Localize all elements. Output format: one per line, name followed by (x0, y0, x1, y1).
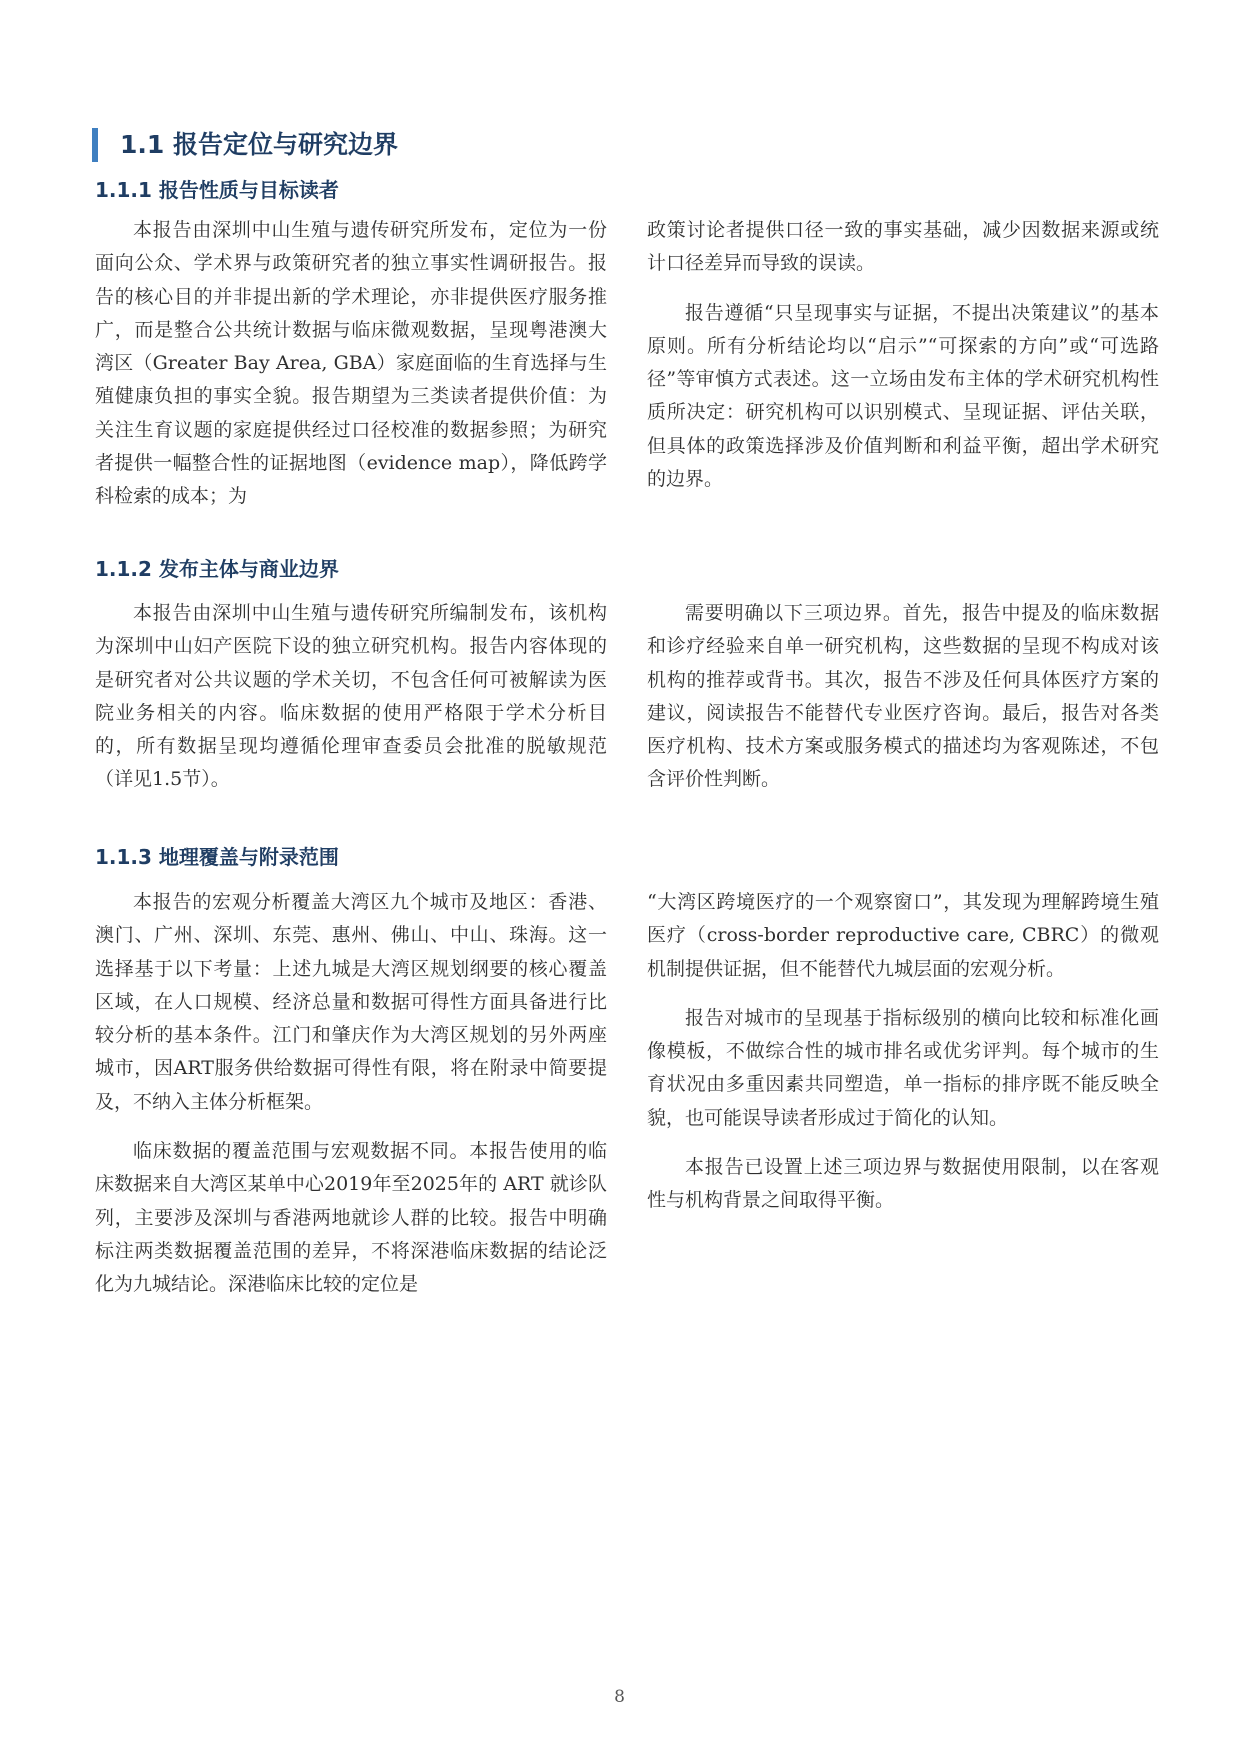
s1-left-column (95, 214, 607, 530)
s2-left-column (95, 597, 607, 813)
subsection-heading-1-1-1: 1.1.1 报告性质与目标读者 (95, 178, 339, 202)
subsection-heading-1-1-3: 1.1.3 地理覆盖与附录范围 (95, 845, 339, 869)
subsection-heading-1-1-2: 1.1.2 发布主体与商业边界 (95, 557, 339, 581)
s1-left-paragraph-1: 本报告由深圳中山生殖与遗传研究所发布，定位为一份面向公众、学术界与政策研究者的独立事实性调研报告。报告的核心目的并非提出新的学术理论，亦非提供医疗服务推广，而是整合公共统计数据与临床微观数据，呈现粤港澳大湾区（Greater Bay Area, GBA）家庭面临的生育选择与生殖健康负担的事实全貌。报告期望为三类读者提供价值：为关注生育议题的家庭提供经过口径校准的数据参照；为研究者提供一幅整合性的证据地图（evidence map），降低跨学科检索的成本；为 (95, 219, 607, 508)
s1-right-paragraph-1: 政策讨论者提供口径一致的事实基础，减少因数据来源或统计口径差异而导致的误读。 (647, 219, 1159, 275)
section-title: 1.1 报告定位与研究边界 (92, 128, 398, 162)
s3-right-paragraph-3: 本报告已设置上述三项边界与数据使用限制，以在客观性与机构背景之间取得平衡。 (647, 1156, 1159, 1212)
s2-right-column (647, 597, 1159, 813)
s1-right-paragraph-2: 报告遵循“只呈现事实与证据，不提出决策建议”的基本原则。所有分析结论均以“启示”“可探索的方向”或“可选路径”等审慎方式表述。这一立场由发布主体的学术研究机构性质所决定：研究机构可以识别模式、呈现证据、评估关联，但具体的政策选择涉及价值判断和利益平衡，超出学术研究的边界。 (647, 301, 1159, 491)
s3-left-paragraph-1: 本报告的宏观分析覆盖大湾区九个城市及地区：香港、澳门、广州、深圳、东莞、惠州、佛山、中山、珠海。这一选择基于以下考量：上述九城是大湾区规划纲要的核心覆盖区域，在人口规模、经济总量和数据可得性方面具备进行比较分析的基本条件。江门和肇庆作为大湾区规划的另外两座城市，因ART服务供给数据可得性有限，将在附录中简要提及，不纳入主体分析框架。 (95, 891, 607, 1113)
s3-left-column (95, 886, 607, 1318)
s3-right-column (647, 886, 1159, 1234)
s3-right-paragraph-1: “大湾区跨境医疗的一个观察窗口”，其发现为理解跨境生殖医疗（cross-border reproductive care, CBRC）的微观机制提供证据，但不能替代九城层面的宏观分析。 (647, 891, 1159, 980)
s3-right-paragraph-2: 报告对城市的呈现基于指标级别的横向比较和标准化画像模板，不做综合性的城市排名或优劣评判。每个城市的生育状况由多重因素共同塑造，单一指标的排序既不能反映全貌，也可能误导读者形成过于简化的认知。 (647, 1006, 1159, 1129)
page-number: 8 (614, 1687, 625, 1707)
s2-right-paragraph-1: 需要明确以下三项边界。首先，报告中提及的临床数据和诊疗经验来自单一研究机构，这些数据的呈现不构成对该机构的推荐或背书。其次，报告不涉及任何具体医疗方案的建议，阅读报告不能替代专业医疗咨询。最后，报告对各类医疗机构、技术方案或服务模式的描述均为客观陈述，不包含评价性判断。 (647, 602, 1159, 791)
s2-left-paragraph-1: 本报告由深圳中山生殖与遗传研究所编制发布，该机构为深圳中山妇产医院下设的独立研究机构。报告内容体现的是研究者对公共议题的学术关切，不包含任何可被解读为医院业务相关的内容。临床数据的使用严格限于学术分析目的，所有数据呈现均遵循伦理审查委员会批准的脱敏规范（详见1.5节）。 (95, 602, 607, 791)
s3-left-paragraph-2: 临床数据的覆盖范围与宏观数据不同。本报告使用的临床数据来自大湾区某单中心2019年至2025年的 ART 就诊队列，主要涉及深圳与香港两地就诊人群的比较。报告中明确标注两类数据覆盖范围的差异，不将深港临床数据的结论泛化为九城结论。深港临床比较的定位是 (95, 1140, 607, 1296)
s1-right-column (647, 214, 1159, 512)
